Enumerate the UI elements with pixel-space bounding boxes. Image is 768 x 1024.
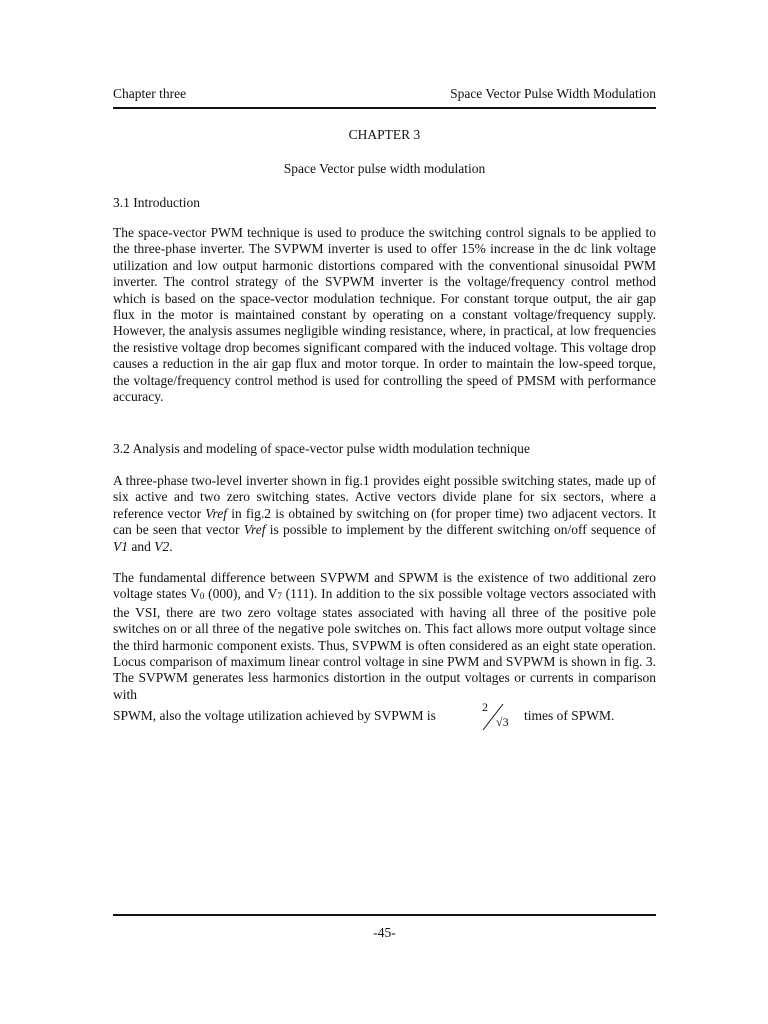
analysis-paragraph-1 xyxy=(113,473,656,555)
last-line-tail: times of SPWM. xyxy=(524,708,615,723)
v2-symbol: V2 xyxy=(154,538,170,554)
para1-text-b: in fig.2 is obtained by switching on (for proper time) two adjacent vectors. It can be seen that vector xyxy=(113,505,656,538)
v1-symbol: V1 xyxy=(113,538,128,554)
analysis-paragraph-2 xyxy=(113,570,656,703)
two-over-root-three-fraction xyxy=(477,700,517,732)
para1-end: . xyxy=(169,538,173,554)
header-chapter-label: Chapter three xyxy=(113,86,187,101)
header-rule xyxy=(113,107,656,109)
para1-text-a: A three-phase two-level inverter shown in fig.1 provides eight possible switching states, made up of six active and two zero switching states. Active vectors divide plane for six sectors, where a reference vector xyxy=(113,473,656,521)
introduction-paragraph: The space-vector PWM technique is used to produce the switching control signals to be applied to the three-phase inverter. The SVPWM inverter is used to offer 15% increase in the dc link voltage utilization and low output harmonic distortions compared with the conventional sinusoidal PWM inverter. The control strategy of the SVPWM inverter is the voltage/frequency control method which is based on the space-vector modulation technique. For constant torque output, the air gap flux in the motor is maintained constant by operating on a constant voltage/frequency supply. However, the analysis assumes negligible winding resistance, where, in practical, at low frequencies the resistive voltage drop becomes significant compared with the induced voltage. This voltage drop causes a reduction in the air gap flux and motor torque. In order to maintain the low-speed torque, the voltage/frequency control method is used for controlling the speed of PMSM with performance accuracy. xyxy=(113,225,656,405)
page-header xyxy=(113,86,656,106)
para2-text-a: The fundamental difference between SVPWM and SPWM is the existence of two additional zero voltage states V xyxy=(113,570,656,602)
section-heading-introduction: 3.1 Introduction xyxy=(113,195,200,210)
para1-and: and xyxy=(128,538,155,554)
last-line-text: SPWM, also the voltage utilization achieved by SVPWM is xyxy=(113,708,436,723)
v0-subscript: 0 xyxy=(199,591,205,602)
fraction-numerator: 2 xyxy=(482,700,488,714)
section-heading-analysis: 3.2 Analysis and modeling of space-vector pulse width modulation technique xyxy=(113,441,530,456)
para1-text-c: is possible to implement by the different switching on/off sequence of xyxy=(265,522,656,538)
fraction-denominator: √3 xyxy=(496,715,509,729)
vref-symbol: Vref xyxy=(243,522,266,538)
footer-rule xyxy=(113,914,656,916)
chapter-title: CHAPTER 3 xyxy=(348,127,421,142)
header-topic-label: Space Vector Pulse Width Modulation xyxy=(450,86,656,101)
para2-text-c: (111). In addition to the six possible voltage vectors associated with the VSI, there are two zero voltage states associated with having all three of the positive pole switches on or all three of the negative pole switches on. This fact allows more output voltage since the third harmonic component exists. Thus, SVPWM is often considered as an eight state operation. Locus comparison of maximum linear control voltage in sine PWM and SVPWM is shown in fig. 3. The SVPWM generates less harmonics distortion in the output voltages or currents in comparison with xyxy=(113,586,656,702)
page-number: -45- xyxy=(373,925,396,940)
analysis-paragraph-2-last-line xyxy=(113,700,656,732)
vref-symbol: Vref xyxy=(205,505,228,521)
v7-subscript: 7 xyxy=(277,591,282,602)
para2-text-b: (000), and V xyxy=(204,586,278,602)
chapter-subtitle: Space Vector pulse width modulation xyxy=(283,161,486,176)
